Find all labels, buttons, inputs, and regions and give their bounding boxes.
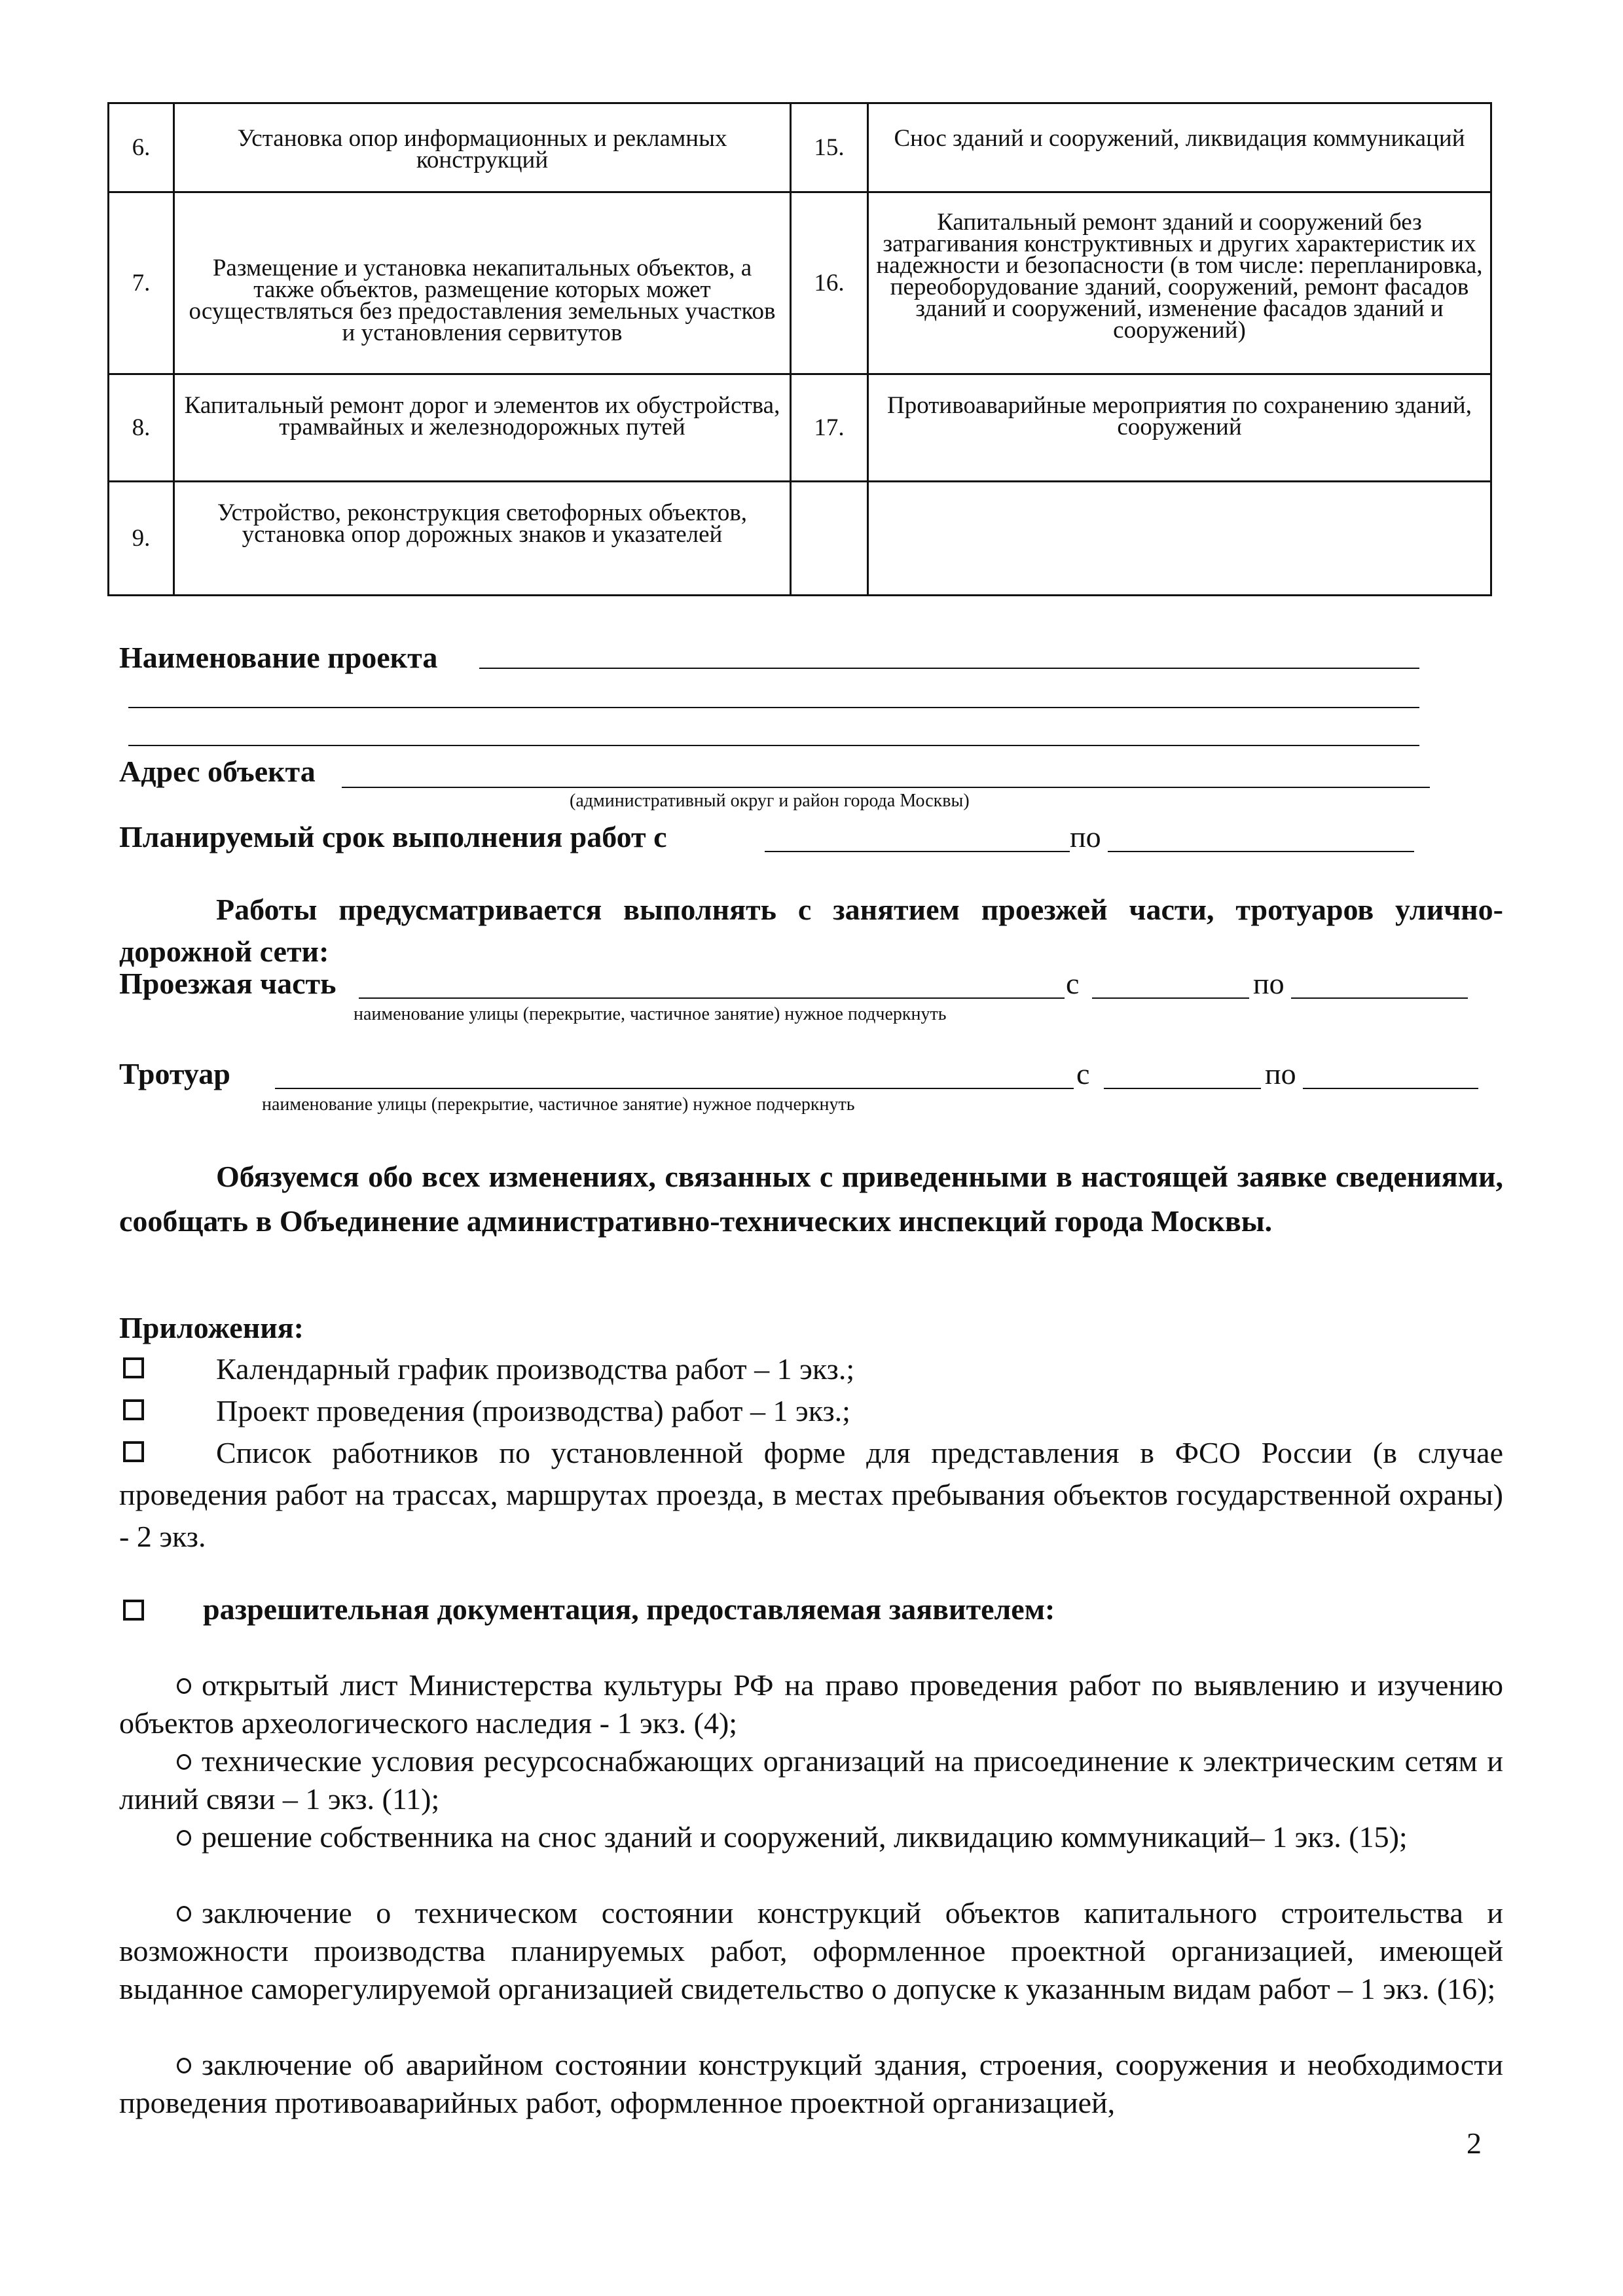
work-type: Устройство, реконструкция светофорных объектов, установка опор дорожных знаков и указателей (174, 482, 791, 596)
bullet-circle-icon (177, 1678, 191, 1694)
roadway-street-field[interactable] (359, 967, 1065, 999)
sidewalk-label: Тротуар (119, 1057, 230, 1090)
work-type: Снос зданий и сооружений, ликвидация коммуникаций (868, 103, 1491, 192)
sidewalk-to-field[interactable] (1303, 1058, 1478, 1089)
project-name-field-line2[interactable] (128, 681, 1419, 708)
table-row (109, 192, 1491, 374)
page-number: 2 (1467, 2126, 1482, 2160)
row-number: 8. (109, 374, 174, 482)
table-row (109, 482, 1491, 596)
work-type: Капитальный ремонт зданий и сооружений без затрагивания конструктивных и других характеристик их надежности и безопасности (в том числе: перепланировка, переоборудование зданий, сооружений, ремонт фасадов зданий и сооружений, изменение фасадов зданий и сооружений) (868, 192, 1491, 374)
roadway-from-label: с (1066, 967, 1080, 1000)
sidewalk-to-label: по (1265, 1057, 1296, 1090)
row-number (791, 482, 868, 596)
row-number: 9. (109, 482, 174, 596)
table-row (109, 103, 1491, 192)
period-to-label: по (1070, 820, 1101, 853)
roadway-from-field[interactable] (1092, 967, 1249, 999)
commitment-text: Обязуемся обо всех изменениях, связанных с приведенными в настоящей заявке сведениями, сообщать в Объединение административно-технических инспекций города Москвы. (119, 1160, 1503, 1238)
period-label: Планируемый срок выполнения работ с (119, 820, 667, 853)
table-row (109, 374, 1491, 482)
row-number: 6. (109, 103, 174, 192)
attachment-item: Список работников по установленной форме для представления в ФСО России (в случае проведения работ на трассах, маршрутах проезда, в местах пребывания объектов государственной охраны) - 2 экз. (119, 1436, 1503, 1553)
work-type: Капитальный ремонт дорог и элементов их обустройства, трамвайных и железнодорожных путей (174, 374, 791, 482)
attachment-item: Календарный график производства работ – 1 экз.; (216, 1352, 855, 1386)
row-number: 15. (791, 103, 868, 192)
sidewalk-street-field[interactable] (275, 1058, 1074, 1089)
sidewalk-from-label: с (1076, 1057, 1090, 1090)
permits-checkbox[interactable] (123, 1600, 144, 1621)
bullet-circle-icon (177, 2058, 191, 2073)
attachments-title: Приложения: (119, 1311, 304, 1344)
row-number: 16. (791, 192, 868, 374)
work-type: Размещение и установка некапитальных объектов, а также объектов, размещение которых может осуществляться без предоставления земельных участков и установления сервитутов (174, 192, 791, 374)
bullet-circle-icon (177, 1906, 191, 1922)
project-name-field[interactable] (479, 639, 1419, 669)
period-to-field[interactable] (1108, 822, 1414, 852)
work-type: Установка опор информационных и рекламных конструкций (174, 103, 791, 192)
sidewalk-from-field[interactable] (1104, 1058, 1261, 1089)
occupation-text: Работы предусматривается выполнять с занятием проезжей части, тротуаров улично-дорожной сети: (119, 893, 1503, 968)
attachment-item: Проект проведения (производства) работ – 1 экз.; (216, 1394, 850, 1427)
permit-item: заключение о техническом состоянии конструкций объектов капитального строительства и возможности производства планируемых работ, оформленное проектной организацией, имеющей выданное саморегулируемой организацией свидетельство о допуске к указанным видам работ – 1 экз. (16); (119, 1896, 1503, 2005)
permit-item: заключение об аварийном состоянии конструкций здания, строения, сооружения и необходимости проведения противоаварийных работ, оформленное проектной организацией, (119, 2048, 1503, 2119)
roadway-hint: наименование улицы (перекрытие, частичное занятие) нужное подчеркнуть (354, 1004, 947, 1024)
permit-item: решение собственника на снос зданий и сооружений, ликвидацию коммуникаций– 1 экз. (15); (119, 1818, 1503, 1856)
project-name-field-line3[interactable] (128, 719, 1419, 746)
project-name-label: Наименование проекта (119, 641, 438, 674)
permit-item: открытый лист Министерства культуры РФ на право проведения работ по выявлению и изучению объектов археологического наследия - 1 экз. (4); (119, 1668, 1503, 1740)
address-hint: (административный округ и район города Москвы) (570, 791, 970, 811)
roadway-to-field[interactable] (1291, 967, 1468, 999)
sidewalk-hint: наименование улицы (перекрытие, частичное занятие) нужное подчеркнуть (262, 1094, 855, 1115)
works-table (107, 102, 1492, 596)
roadway-to-label: по (1253, 967, 1285, 1000)
bullet-circle-icon (177, 1830, 191, 1846)
period-from-field[interactable] (765, 822, 1070, 852)
row-number: 17. (791, 374, 868, 482)
permit-item: технические условия ресурсоснабжающих организаций на присоединение к электрическим сетям и линий связи – 1 экз. (11); (119, 1744, 1503, 1816)
roadway-label: Проезжая часть (119, 967, 337, 1000)
address-field[interactable] (342, 757, 1430, 788)
work-type: Противоаварийные мероприятия по сохранению зданий, сооружений (868, 374, 1491, 482)
permits-title: разрешительная документация, предоставляемая заявителем: (203, 1592, 1055, 1626)
row-number: 7. (109, 192, 174, 374)
work-type (868, 482, 1491, 596)
bullet-circle-icon (177, 1754, 191, 1770)
address-label: Адрес объекта (119, 755, 316, 788)
